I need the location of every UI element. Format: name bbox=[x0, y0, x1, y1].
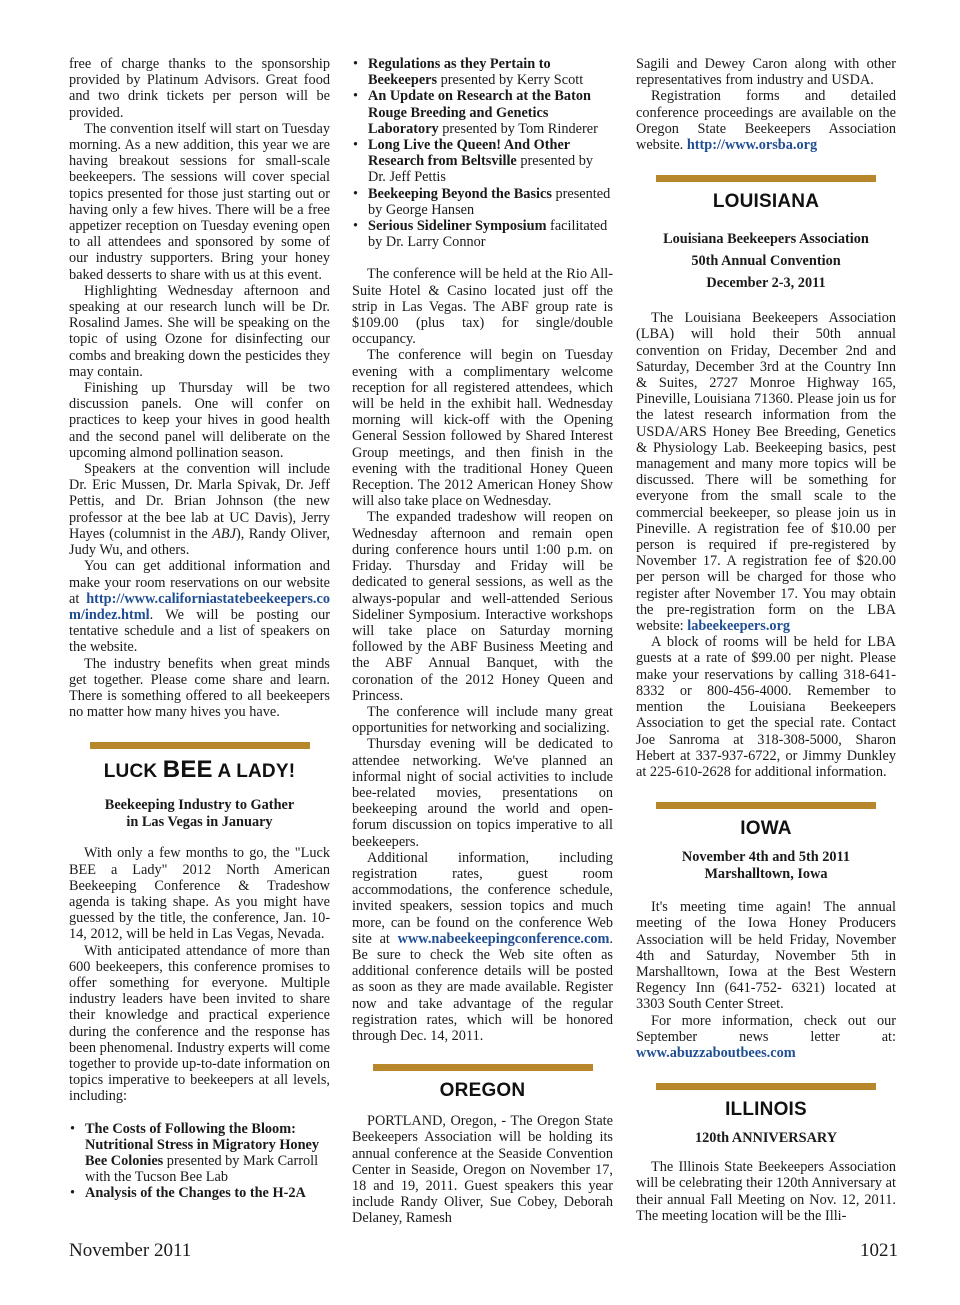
section-subheading: Louisiana Beekeepers Association 50th Annual Convention December 2-3, 2011 bbox=[663, 231, 869, 292]
iowa-website-link[interactable]: www.abuzzaboutbees.com bbox=[636, 1044, 796, 1061]
paragraph: The convention itself will start on Tuesday morning. As a new addition, this year we are having breakout sessions for small-scale beekeepers. The sessions will cover special topics presented for those just starting out or having only a few hives. There will be a free appetizer reception on Tuesday evening open to all attendees and sponsored by some of our industry supporters. Bring your honey baked desserts to share with us at this event. bbox=[69, 120, 330, 283]
paragraph: The conference will include many great opportunities for networking and socializing. bbox=[352, 703, 613, 737]
louisiana-website-link[interactable]: labeekeepers.org bbox=[687, 618, 791, 635]
column-1 bbox=[69, 56, 330, 1202]
footer-issue-date: November 2011 bbox=[69, 1240, 192, 1261]
paragraph: PORTLAND, Oregon, - The Oregon State Beekeepers Association will be holding its annual conference at the Seaside Convention Center in Seaside, Oregon on November 17, 18 and 19, 2011. Guest speakers this year include Randy Oliver, Sue Cobey, Deborah Delaney, Ramesh bbox=[352, 1113, 613, 1227]
california-website-link[interactable]: http://www.californiastatebeekeepers.com/indez.html bbox=[69, 590, 330, 623]
list-item: • Beekeeping Beyond the Basics presented by George Hansen bbox=[352, 186, 613, 218]
list-item: • Analysis of the Changes to the H-2A bbox=[69, 1185, 330, 1201]
section-heading-louisiana: LOUISIANA bbox=[712, 191, 820, 213]
session-list-continued bbox=[352, 56, 613, 250]
paragraph: The conference will be held at the Rio All-Suite Hotel & Casino located just off the strip in Las Vegas. The ABF group rate is $109.00 (plus tax) for single/double occupancy. bbox=[352, 266, 613, 348]
section-heading-luck-bee: LUCK BEE A LADY! bbox=[103, 756, 296, 784]
paragraph: A block of rooms will be held for LBA guests at a rate of $99.00 per night. Please make your reservations by calling 318-641-8332 or 800-456-4000. Remember to mention the Louisiana Beekeepers Association to get the special rate. Contact Joe Sanroma at 318-308-5000, Sharon Hebert at 337-937-6722, or Jimmy Dunkley at 225-610-2628 for additional information. bbox=[636, 634, 896, 780]
paragraph: With only a few months to go, the "Luck BEE a Lady" 2012 North American Beekeeping Conference & Tradeshow agenda is taking shape. As you might have guessed by the title, the conference, Jan. 10-14, 2012, will be held in Las Vegas, Nevada. bbox=[69, 845, 330, 943]
session-list bbox=[69, 1121, 330, 1202]
oregon-website-link[interactable]: http://www.orsba.org bbox=[686, 137, 818, 154]
paragraph-website: You can get additional information and make your room reservations on our website at http://www.californiastatebeekeepers.com/indez.html. We will be posting our tentative schedule and a list of speakers on the website. bbox=[69, 558, 330, 656]
paragraph: The industry benefits when great minds get together. Please come share and learn. There is something offered to all beekeepers no matter how many hives you have. bbox=[69, 655, 330, 721]
paragraph: Registration forms and detailed conference proceedings are available on the Oregon State Beekeepers Association website. http://www.orsba.org bbox=[636, 88, 896, 154]
list-item: • Long Live the Queen! And Other Research from Beltsville presented by Dr. Jeff Pettis bbox=[352, 137, 613, 186]
paragraph: The conference will begin on Tuesday evening with a complimentary welcome reception for all registered attendees, which will be held in the exhibit hall. Wednesday morning will kick-off with the Opening General Session followed by Shared Interest Group meetings, and then finish in the evening with the traditional Honey Queen Reception. The 2012 American Honey Show will also take place on Wednesday. bbox=[352, 347, 613, 510]
column-3 bbox=[636, 56, 896, 1224]
paragraph-speakers: Speakers at the convention will include Dr. Eric Mussen, Dr. Marla Spivak, Dr. Jeff Pettis, and Dr. Brian Johnson (the new professor at the bee lab at UC Davis), Jerry Hayes (columnist in the ABJ), Randy Oliver, Judy Wu, and others. bbox=[69, 461, 330, 559]
section-subheading: 120th ANNIVERSARY bbox=[694, 1130, 838, 1147]
column-2 bbox=[352, 56, 613, 1227]
paragraph: It's meeting time again! The annual meeting of the Iowa Honey Producers Association will be held Friday, November 4th and Saturday, November 5th in Marshalltown, Iowa at the Best Western Regency Inn (641-752- 6321) located at 3303 South Center Street. bbox=[636, 899, 896, 1013]
section-heading-iowa: IOWA bbox=[740, 818, 792, 840]
paragraph: free of charge thanks to the sponsorship provided by Platinum Advisors. Great food and two drink tickets per person will be provided. bbox=[69, 56, 330, 121]
list-item: • An Update on Research at the Baton Rouge Breeding and Genetics Laboratory presented by Tom Rinderer bbox=[352, 88, 613, 137]
paragraph: Highlighting Wednesday afternoon and speaking at our research lunch will be Dr. Rosalind James. She will be speaking on the topic of using Ozone for disinfecting our combs and breaking down the pesticides they may contain. bbox=[69, 282, 330, 380]
paragraph-conference-website: Additional information, including registration rates, guest room accommodations, the conference schedule, invited speakers, session topics and much more, can be found on the conference Web site at www.nabeekeepingconference.com. Be sure to check the Web site often as additional conference details will be posted as soon as they are made available. Register now and take advantage of the regular registration rates, which will be honored through Dec. 14, 2011. bbox=[352, 849, 613, 1044]
section-subheading: Beekeeping Industry to Gather in Las Vegas in January bbox=[104, 797, 295, 831]
section-heading-oregon: OREGON bbox=[439, 1080, 526, 1102]
section-divider bbox=[90, 742, 310, 749]
footer-page-number: 1021 bbox=[860, 1240, 898, 1261]
section-heading-illinois: ILLINOIS bbox=[725, 1099, 807, 1121]
section-divider bbox=[656, 1083, 876, 1090]
paragraph: With anticipated attendance of more than 600 beekeepers, this conference promises to offer something for everyone. Multiple industry leaders have been invited to share their knowledge and practical experience during the conference and the response has been phenomenal. Industry experts will come together to provide up-to-date information on topics imperative to beekeepers at all levels, including: bbox=[69, 942, 330, 1105]
section-divider bbox=[373, 1064, 593, 1071]
section-divider bbox=[656, 175, 876, 182]
paragraph: For more information, check out our September news letter at: www.abuzzaboutbees.com bbox=[636, 1012, 896, 1061]
paragraph: The Illinois State Beekeepers Association will be celebrating their 120th Anniversary at their annual Fall Meeting on Nov. 12, 2011. The meeting location will be the Illi- bbox=[636, 1159, 896, 1224]
paragraph: Sagili and Dewey Caron along with other representatives from industry and USDA. bbox=[636, 56, 896, 89]
list-item: • The Costs of Following the Bloom: Nutritional Stress in Migratory Honey Bee Colonies presented by Mark Carroll with the Tucson Bee Lab bbox=[69, 1121, 330, 1186]
list-item: • Regulations as they Pertain to Beekeepers presented by Kerry Scott bbox=[352, 56, 613, 88]
paragraph: Thursday evening will be dedicated to attendee networking. We've planned an informal night of social activities to include bee-related movies, presentations on beekeeping around the world and open-forum discussion on topics imperative to all beekeepers. bbox=[352, 736, 613, 850]
paragraph: The Louisiana Beekeepers Association (LBA) will hold their 50th annual convention on Friday, December 2nd and Saturday, December 3rd at the Country Inn & Suites, 2727 Monroe Highway 165, Pineville, Louisiana 71360. Please join us for the latest research information from the USDA/ARS Honey Bee Breeding, Genetics & Physiology Lab. Beekeeping basics, pest management and many more topics will be discussed. There will be something for everyone from the small scale to the commercial beekeeper, so please join us in Pineville. A registration fee of $10.00 per person is required if pre-registered by November 17. A registration fee of $20.00 per person will be charged for those who register after November 17. You may obtain the pre-registration form on the LBA website: labeekeepers.org bbox=[636, 310, 896, 635]
conference-website-link[interactable]: www.nabeekeepingconference.com bbox=[397, 930, 610, 947]
list-item: • Serious Sideliner Symposium facilitated by Dr. Larry Connor bbox=[352, 218, 613, 250]
paragraph: Finishing up Thursday will be two discussion panels. One will confer on practices to keep your hives in good health and the second panel will deliberate on the upcoming almond pollination season. bbox=[69, 380, 330, 461]
section-subheading: November 4th and 5th 2011 Marshalltown, Iowa bbox=[681, 849, 851, 883]
paragraph: The expanded tradeshow will reopen on Wednesday afternoon and remain open during conference hours until 1:00 p.m. on Friday. Thursday and Friday will be dedicated to general sessions, as well as the always-popular and well-attended Serious Sideliner Symposium. Interactive workshops will take place on Saturday morning followed by the ABF Business Meeting and the ABF Annual Banquet, with the coronation of the 2012 Honey Queen and Princess. bbox=[352, 509, 613, 704]
section-divider bbox=[656, 802, 876, 809]
